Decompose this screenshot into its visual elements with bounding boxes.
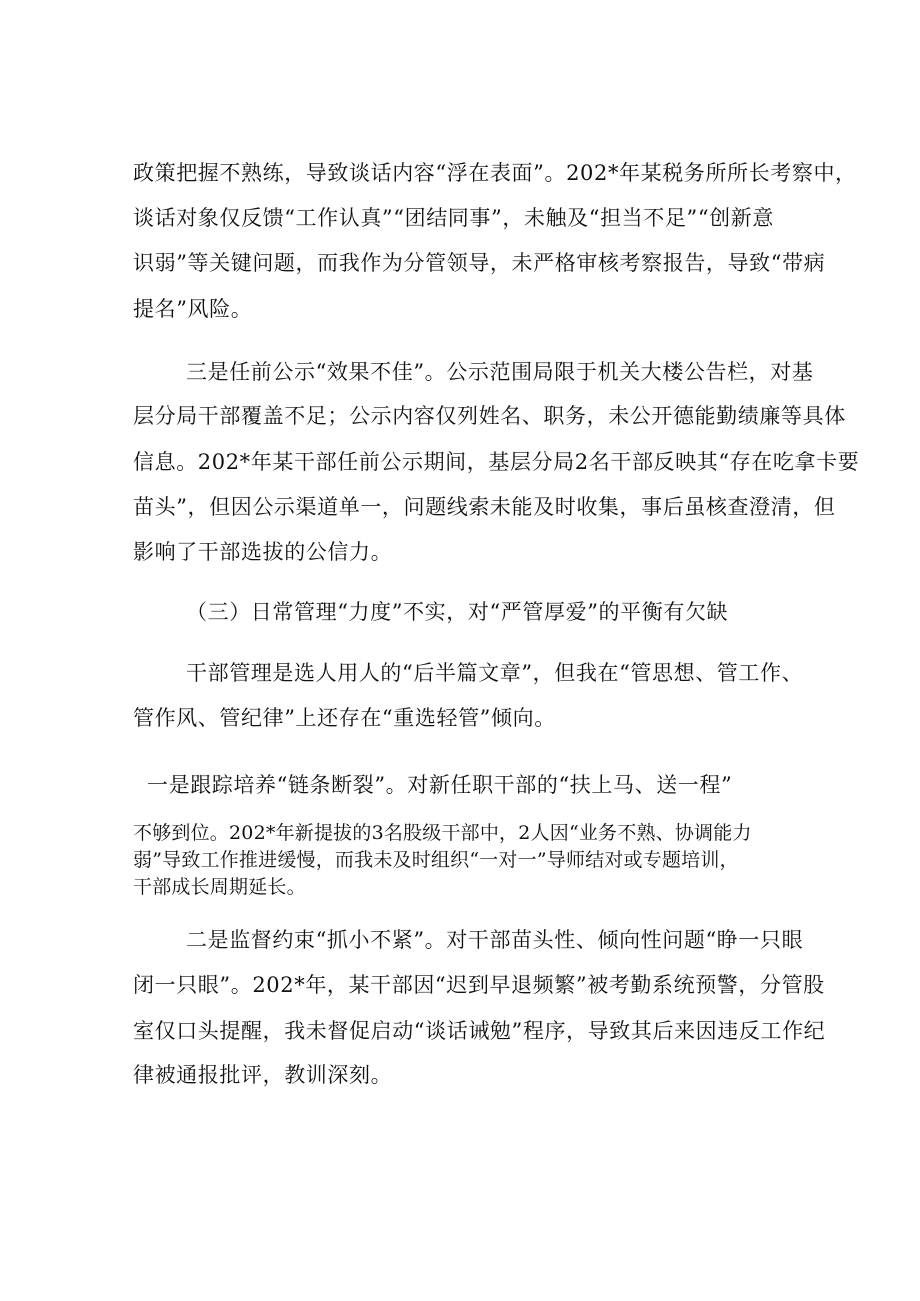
paragraph-line: 政策把握不熟练，导致谈话内容“浮在表面”。202*年某税务所所长考察中， bbox=[133, 161, 857, 185]
paragraph-line: 不够到位。202*年新提拔的3名股级干部中，2人因“业务不熟、协调能力 bbox=[133, 822, 752, 844]
paragraph-line: 苗头”，但因公示渠道单一，问题线索未能及时收集，事后虽核查澄清，但 bbox=[133, 495, 836, 519]
paragraph-line: 干部管理是选人用人的“后半篇文章”，但我在“管思想、管工作、 bbox=[186, 661, 804, 685]
paragraph-line: 干部成长周期延长。 bbox=[133, 876, 306, 898]
paragraph-line: 弱”导致工作推进缓慢，而我未及时组织“一对一”导师结对或专题培训， bbox=[133, 849, 739, 871]
section-heading: （三）日常管理“力度”不实，对“严管厚爱”的平衡有欠缺 bbox=[186, 600, 729, 624]
paragraph-line: 律被通报批评，教训深刻。 bbox=[133, 1063, 393, 1087]
paragraph-line: 室仅口头提醒，我未督促启动“谈话诫勉”程序，导致其后来因违反工作纪 bbox=[133, 1019, 826, 1043]
paragraph-line: 信息。202*年某干部任前公示期间，基层分局2名干部反映其“存在吃拿卡要 bbox=[133, 450, 860, 474]
paragraph-line: 闭一只眼”。202*年，某干部因“迟到早退频繁”被考勤系统预警，分管股 bbox=[133, 973, 825, 997]
paragraph-line: 一是跟踪培养“链条断裂”。对新任职干部的“扶上马、送一程” bbox=[147, 773, 733, 797]
paragraph-line: 谈话对象仅反馈“工作认真”“团结同事”，未触及“担当不足”“创新意 bbox=[133, 206, 774, 230]
paragraph-line: 影响了干部选拔的公信力。 bbox=[133, 540, 393, 564]
paragraph-line: 二是监督约束“抓小不紧”。对干部苗头性、倾向性问题“睁一只眼 bbox=[186, 928, 804, 952]
paragraph-line: 提名”风险。 bbox=[133, 297, 253, 321]
paragraph-line: 管作风、管纪律”上还存在“重选轻管”倾向。 bbox=[133, 706, 556, 730]
paragraph-line: 层分局干部覆盖不足；公示内容仅列姓名、职务，未公开德能勤绩廉等具体 bbox=[133, 404, 846, 428]
paragraph-line: 识弱”等关键问题，而我作为分管领导，未严格审核考察报告，导致“带病 bbox=[133, 251, 826, 275]
paragraph-line: 三是任前公示“效果不佳”。公示范围局限于机关大楼公告栏，对基 bbox=[186, 360, 814, 384]
